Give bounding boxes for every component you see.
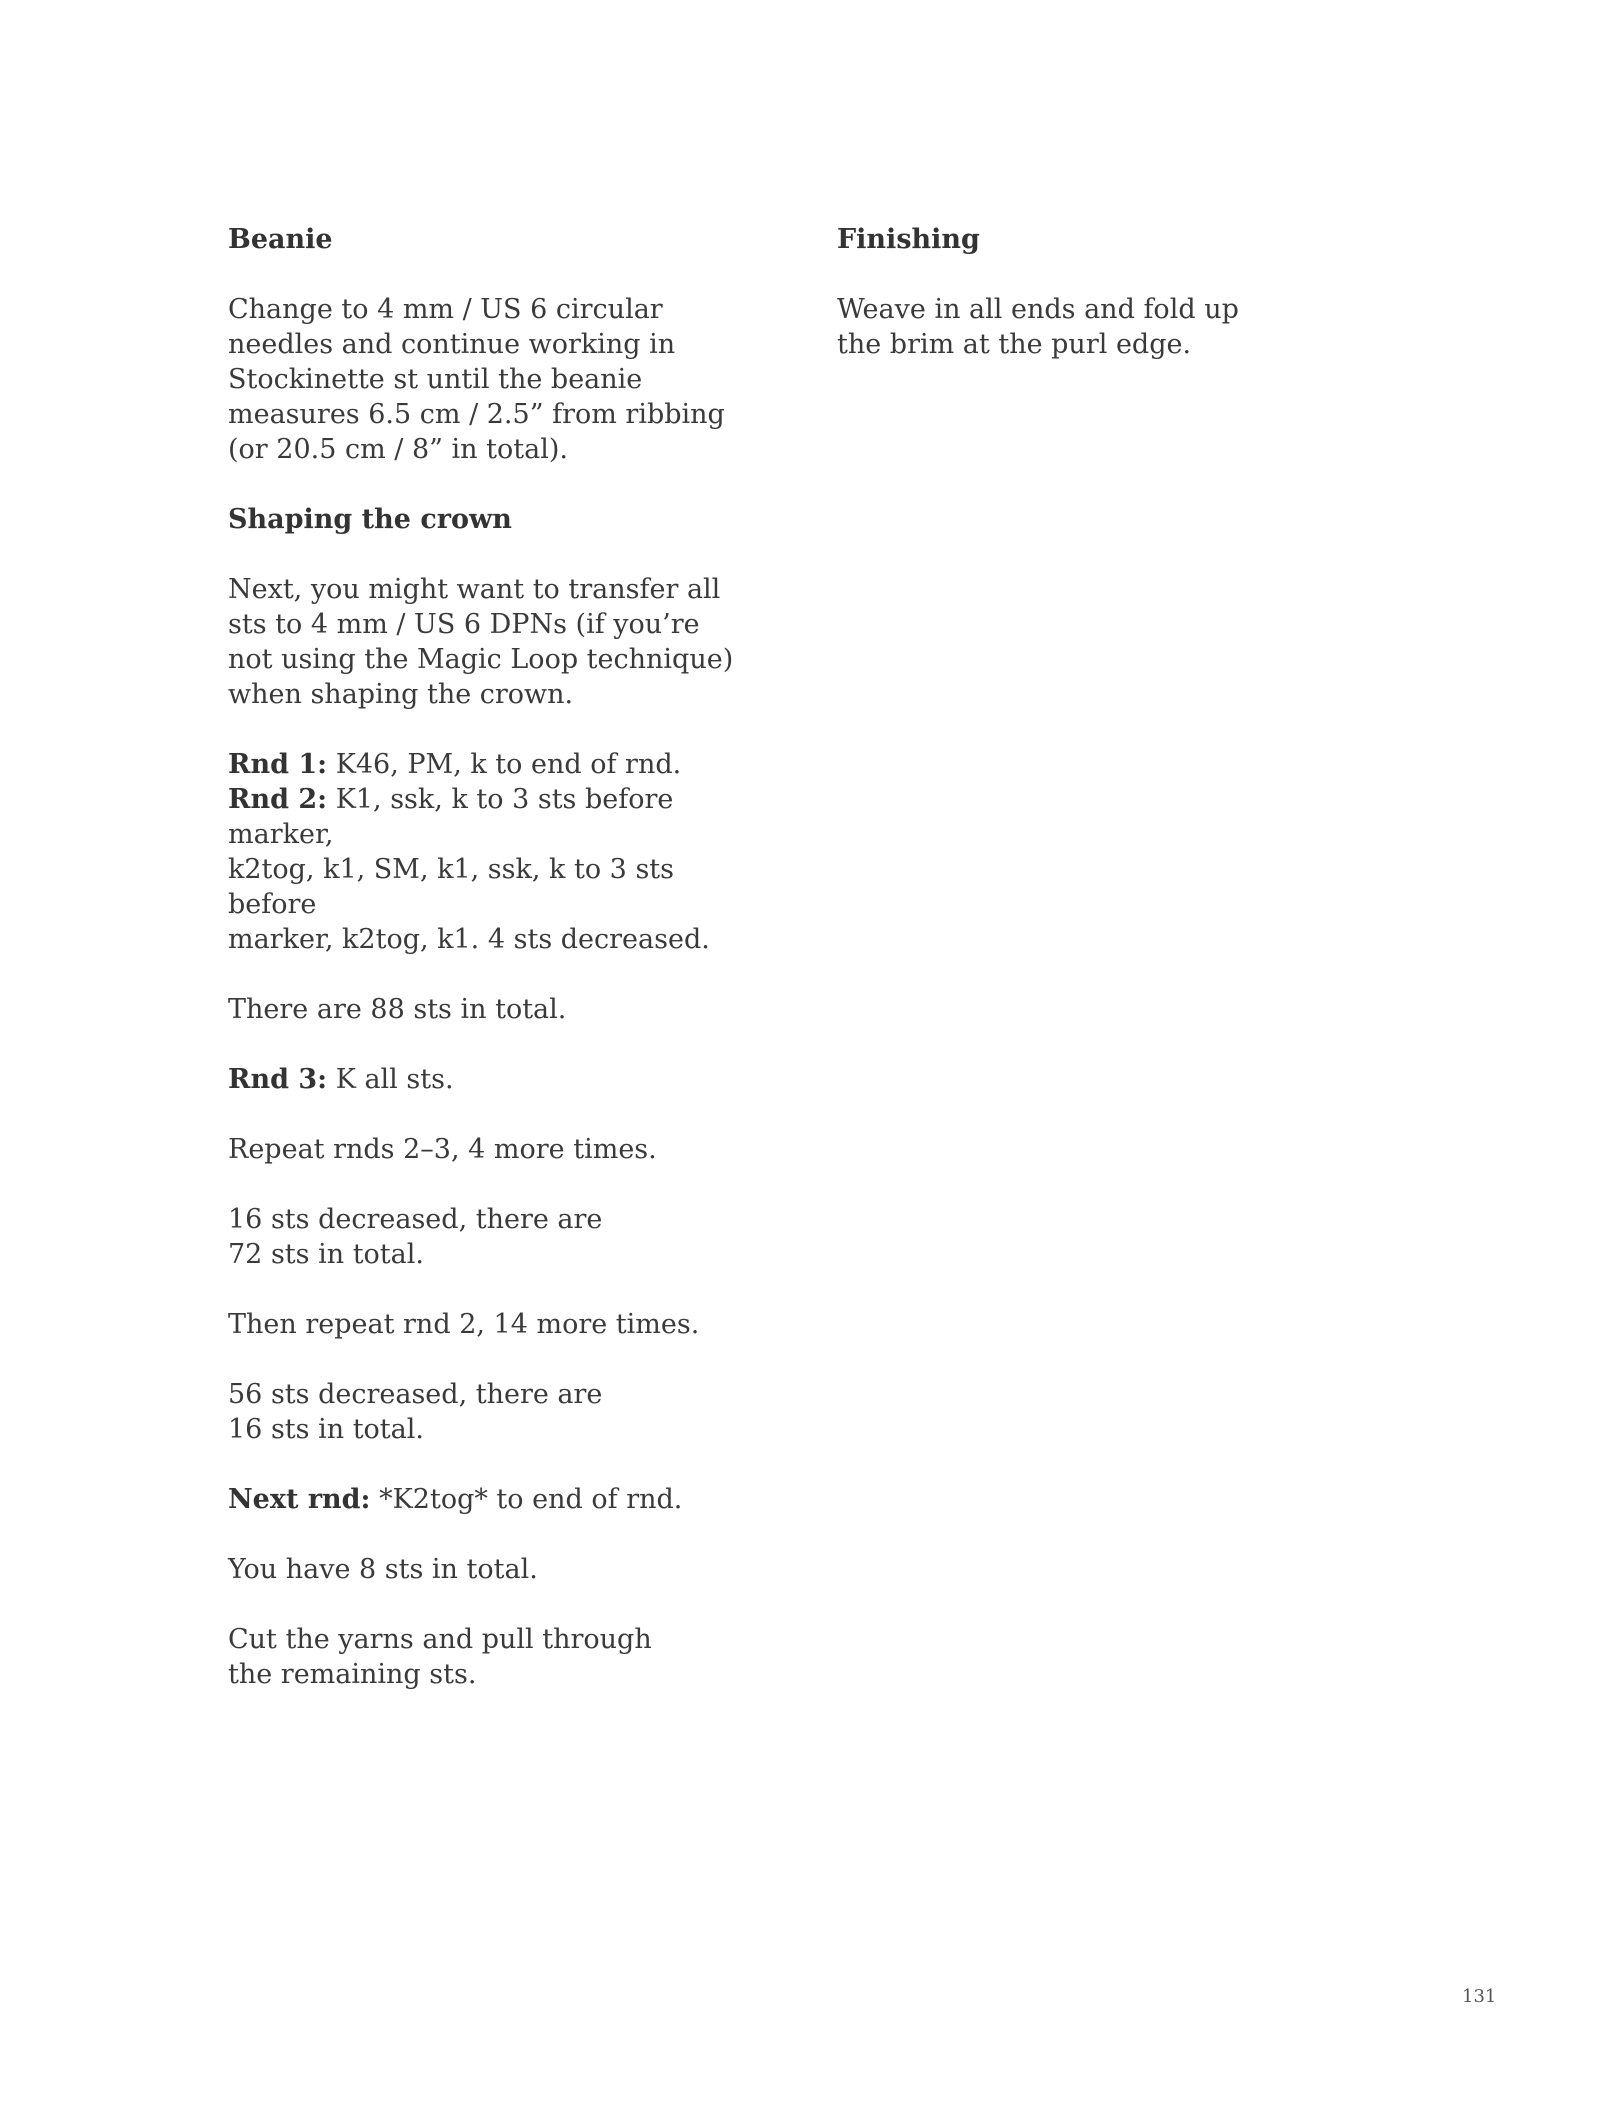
cut-line: Cut the yarns and pull through xyxy=(228,1624,652,1655)
crown-line: sts to 4 mm / US 6 DPNs (if you’re xyxy=(228,609,700,640)
right-column xyxy=(837,222,1357,362)
rnd2-text: K1, ssk, k to 3 sts before marker, xyxy=(228,784,674,850)
rnd2-line: marker, k2tog, k1. 4 sts decreased. xyxy=(228,924,710,955)
rnd3-text: K all sts. xyxy=(327,1064,454,1095)
beanie-line: (or 20.5 cm / 8” in total). xyxy=(228,434,568,465)
rnd1-label: Rnd 1: xyxy=(228,749,328,780)
beanie-line: needles and continue working in xyxy=(228,329,676,360)
rnd1-text: K46, PM, k to end of rnd. xyxy=(327,749,682,780)
rounds-paragraph xyxy=(228,747,748,957)
total-8: You have 8 sts in total. xyxy=(228,1554,538,1585)
rnd3-label: Rnd 3: xyxy=(228,1064,328,1095)
repeat-text: Repeat rnds 2–3, 4 more times. xyxy=(228,1134,657,1165)
finishing-heading: Finishing xyxy=(837,224,980,255)
next-rnd-text: *K2tog* to end of rnd. xyxy=(370,1484,683,1515)
crown-line: not using the Magic Loop technique) xyxy=(228,644,734,675)
dec16-line: 16 sts decreased, there are xyxy=(228,1204,603,1235)
beanie-paragraph xyxy=(228,292,748,467)
crown-heading: Shaping the crown xyxy=(228,504,512,535)
finishing-line: the brim at the purl edge. xyxy=(837,329,1192,360)
beanie-heading: Beanie xyxy=(228,224,333,255)
dec56-line: 56 sts decreased, there are xyxy=(228,1379,603,1410)
rnd2-line xyxy=(228,782,748,852)
crown-line: when shaping the crown. xyxy=(228,679,574,710)
rnd2-line: k2tog, k1, SM, k1, ssk, k to 3 sts before xyxy=(228,854,675,920)
cut-line: the remaining sts. xyxy=(228,1659,477,1690)
beanie-line: Change to 4 mm / US 6 circular xyxy=(228,294,663,325)
beanie-line: measures 6.5 cm / 2.5” from ribbing xyxy=(228,399,725,430)
crown-line: Next, you might want to transfer all xyxy=(228,574,721,605)
rnd1-line xyxy=(228,747,748,782)
cut-paragraph xyxy=(228,1622,748,1692)
repeat2-text: Then repeat rnd 2, 14 more times. xyxy=(228,1309,700,1340)
next-rnd-label: Next rnd: xyxy=(228,1484,371,1515)
total-88: There are 88 sts in total. xyxy=(228,994,567,1025)
finishing-paragraph xyxy=(837,292,1357,362)
beanie-line: Stockinette st until the beanie xyxy=(228,364,643,395)
crown-paragraph xyxy=(228,572,748,712)
dec16-paragraph xyxy=(228,1202,748,1272)
dec56-paragraph xyxy=(228,1377,748,1447)
next-rnd-line xyxy=(228,1482,748,1517)
dec56-line: 16 sts in total. xyxy=(228,1414,424,1445)
rnd3-line xyxy=(228,1062,748,1097)
dec16-line: 72 sts in total. xyxy=(228,1239,424,1270)
page-number: 131 xyxy=(1462,1986,1497,2007)
left-column xyxy=(228,222,748,1692)
rnd2-label: Rnd 2: xyxy=(228,784,328,815)
finishing-line: Weave in all ends and fold up xyxy=(837,294,1239,325)
